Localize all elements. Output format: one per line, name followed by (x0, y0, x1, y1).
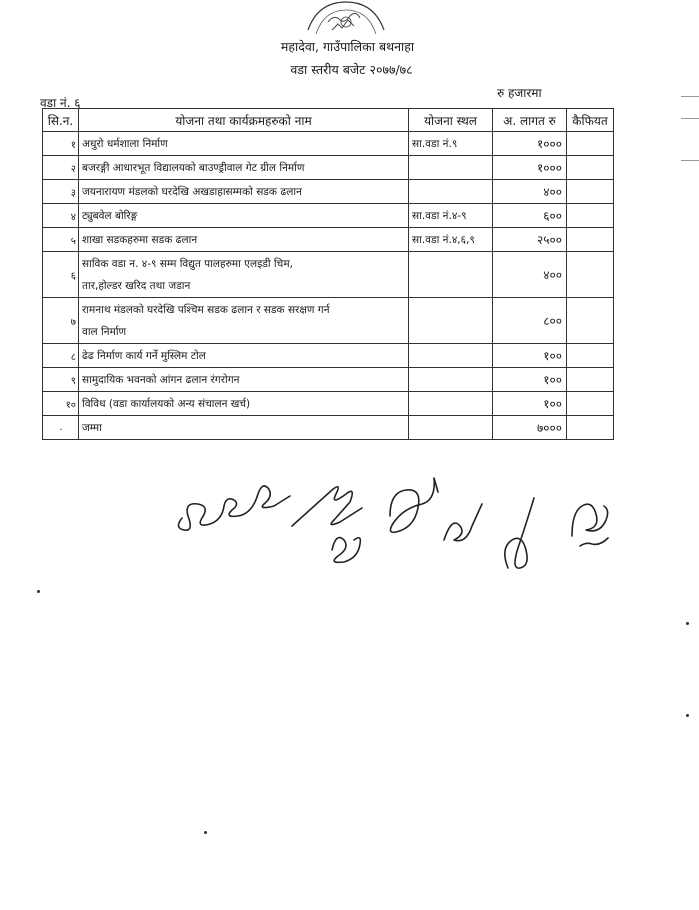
row-remarks (567, 132, 614, 156)
row-cost: २५०० (493, 228, 567, 252)
col-header-sn: सि.न. (43, 109, 79, 132)
row-cost: १००० (493, 156, 567, 180)
row-location (409, 298, 493, 344)
row-name: बजरङ्गी आधारभूत विद्यालयको बाउण्ड्रीवाल गेट ग्रील निर्माण (79, 156, 409, 180)
row-name: ढेढ निर्माण कार्य गर्ने मुस्लिम टोल (79, 344, 409, 368)
row-cost: १०० (493, 368, 567, 392)
row-location (409, 392, 493, 416)
row-name-line1: रामनाथ मंडलको घरदेखि पश्चिम सडक ढलान र सडक सरक्षण गर्न (82, 303, 330, 316)
table-row (43, 298, 614, 344)
row-name: सामुदायिक भवनको आंगन ढलान रंगरोगन (79, 368, 409, 392)
row-name-line2: वाल निर्माण (82, 325, 127, 338)
total-sn: . (43, 416, 79, 440)
row-cost: ४०० (493, 180, 567, 204)
row-remarks (567, 344, 614, 368)
row-cost: ८०० (493, 298, 567, 344)
row-remarks (567, 368, 614, 392)
office-seal-stamp (298, 0, 394, 40)
currency-unit: रु हजारमा (497, 86, 542, 100)
row-name-line2: तार,होल्डर खरिद तथा जडान (82, 279, 191, 292)
col-header-cost: अ. लागत रु (493, 109, 567, 132)
row-sn: ८ (43, 344, 79, 368)
speck (37, 590, 40, 593)
table-row (43, 132, 614, 156)
table-row (43, 156, 614, 180)
row-sn: ९ (43, 368, 79, 392)
table-header-row (43, 109, 614, 132)
row-remarks (567, 298, 614, 344)
row-sn: २ (43, 156, 79, 180)
row-cost: १००० (493, 132, 567, 156)
row-cost: ४०० (493, 252, 567, 298)
row-name: ट्युबवेल बोरिङ्ग (79, 204, 409, 228)
row-name: विविध (वडा कार्यालयको अन्य संचालन खर्च) (79, 392, 409, 416)
row-remarks (567, 204, 614, 228)
table-row (43, 252, 614, 298)
row-name (79, 252, 409, 298)
row-sn: १० (43, 392, 79, 416)
total-remarks (567, 416, 614, 440)
signature-4 (390, 478, 438, 532)
total-cost: ७००० (493, 416, 567, 440)
signature-6 (505, 498, 534, 568)
row-sn: ४ (43, 204, 79, 228)
signature-1 (178, 486, 290, 530)
row-remarks (567, 180, 614, 204)
municipality-title: महादेवा, गाउँपालिका बथनाहा (280, 39, 415, 54)
row-cost: १०० (493, 392, 567, 416)
signatures (160, 456, 640, 596)
table-row (43, 344, 614, 368)
total-row (43, 416, 614, 440)
row-name: अधुरो धर्मशाला निर्माण (79, 132, 409, 156)
row-location (409, 156, 493, 180)
row-remarks (567, 156, 614, 180)
row-remarks (567, 392, 614, 416)
row-name-line1: साविक वडा न. ४-९ सम्म विद्युत पालहरुमा एलइडी चिम, (82, 257, 293, 270)
total-label: जम्मा (79, 416, 409, 440)
row-sn: १ (43, 132, 79, 156)
col-header-name: योजना तथा कार्यक्रमहरुको नाम (79, 109, 409, 132)
speck (686, 622, 689, 625)
edge-mark (681, 160, 699, 161)
edge-mark (681, 118, 699, 119)
table-row (43, 180, 614, 204)
row-remarks (567, 252, 614, 298)
row-name: शाखा सडकहरुमा सडक ढलान (79, 228, 409, 252)
total-location (409, 416, 493, 440)
table-row (43, 228, 614, 252)
row-remarks (567, 228, 614, 252)
row-sn: ५ (43, 228, 79, 252)
signature-2 (292, 487, 362, 526)
row-cost: ६०० (493, 204, 567, 228)
ward-number: वडा नं. ६ (40, 96, 81, 110)
table-row (43, 368, 614, 392)
col-header-remarks: कैफियत (567, 109, 614, 132)
row-name: जयनारायण मंडलको घरदेखि अखडाहासम्मको सडक ढलान (79, 180, 409, 204)
budget-table (42, 108, 614, 440)
row-cost: १०० (493, 344, 567, 368)
row-location (409, 344, 493, 368)
budget-title: वडा स्तरीय बजेट २०७७/७८ (290, 62, 413, 77)
speck (204, 831, 207, 834)
row-location: सा.वडा नं.४,६,९ (409, 228, 493, 252)
row-sn: ६ (43, 252, 79, 298)
row-sn: ३ (43, 180, 79, 204)
signature-5 (444, 504, 482, 541)
edge-mark (681, 96, 699, 97)
row-sn: ७ (43, 298, 79, 344)
row-location (409, 180, 493, 204)
row-location (409, 368, 493, 392)
table-row (43, 204, 614, 228)
speck (686, 714, 689, 717)
table-row (43, 392, 614, 416)
signature-3 (332, 538, 360, 563)
row-location: सा.वडा नं.४-९ (409, 204, 493, 228)
signature-7 (572, 504, 608, 546)
row-location: सा.वडा नं.९ (409, 132, 493, 156)
row-name (79, 298, 409, 344)
col-header-location: योजना स्थल (409, 109, 493, 132)
row-location (409, 252, 493, 298)
